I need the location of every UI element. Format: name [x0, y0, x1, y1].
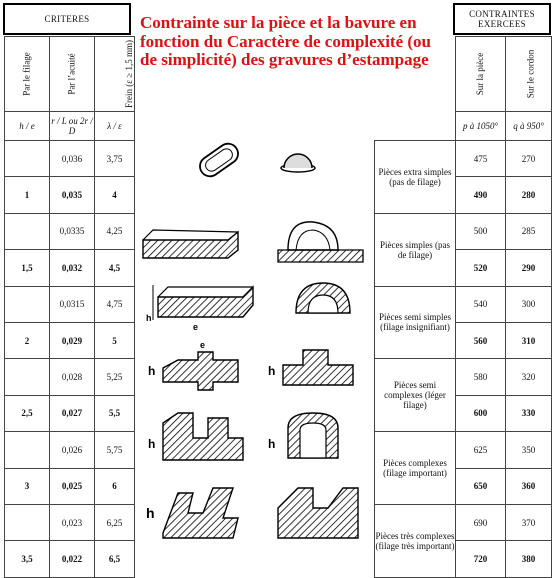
cell-piece: 625 [456, 432, 506, 468]
cell-frein: 3,75 [95, 141, 135, 177]
cell-filage [5, 141, 50, 177]
cell-piece: 520 [456, 250, 506, 286]
very-complex-drawing [146, 488, 358, 538]
contraintes-header [453, 3, 551, 35]
label-h: h [148, 364, 156, 378]
cell-filage: 3,5 [5, 541, 50, 577]
category-label: Pièces semi simples (filage insignifiant) [375, 286, 456, 359]
semi-complex-drawing [148, 340, 353, 390]
criteres-label: CRITERES [44, 14, 90, 24]
category-label: Pièces très complexes (filage très important) [375, 504, 456, 577]
label-h: h [146, 505, 155, 521]
sub-piece: p à 1050° [456, 112, 506, 141]
cell-cordon: 330 [506, 395, 552, 431]
cell-acuite: 0,028 [50, 359, 95, 395]
cell-filage: 3 [5, 468, 50, 504]
contraintes-label: CONTRAINTES EXERCEES [469, 9, 535, 29]
cell-filage: 1 [5, 177, 50, 213]
cell-cordon: 310 [506, 322, 552, 358]
sub-frein: λ / ε [95, 112, 135, 141]
cell-cordon: 280 [506, 177, 552, 213]
semi-simple-drawing [146, 283, 350, 332]
cell-acuite: 0,0315 [50, 286, 95, 322]
cell-filage [5, 432, 50, 468]
label-e: e [200, 340, 206, 350]
label-h: h [146, 313, 152, 323]
cell-acuite: 0,035 [50, 177, 95, 213]
cell-acuite: 0,027 [50, 395, 95, 431]
cell-frein: 4 [95, 177, 135, 213]
cell-acuite: 0,023 [50, 504, 95, 540]
cell-filage: 2,5 [5, 395, 50, 431]
cell-cordon: 360 [506, 468, 552, 504]
label-h: h [268, 364, 276, 378]
cell-piece: 650 [456, 468, 506, 504]
cell-acuite: 0,0335 [50, 213, 95, 249]
cell-piece: 720 [456, 541, 506, 577]
cell-cordon: 300 [506, 286, 552, 322]
cell-piece: 500 [456, 213, 506, 249]
forging-drawings [138, 140, 376, 548]
cell-piece: 540 [456, 286, 506, 322]
col-cordon: Sur le cordon [506, 37, 552, 112]
label-h: h [148, 437, 156, 451]
cell-cordon: 285 [506, 213, 552, 249]
cell-acuite: 0,025 [50, 468, 95, 504]
category-label: Pièces extra simples (pas de filage) [375, 141, 456, 214]
sub-filage: h / e [5, 112, 50, 141]
cell-piece: 690 [456, 504, 506, 540]
cell-frein: 5 [95, 322, 135, 358]
cell-piece: 580 [456, 359, 506, 395]
cell-cordon: 380 [506, 541, 552, 577]
cell-cordon: 290 [506, 250, 552, 286]
cell-frein: 6,5 [95, 541, 135, 577]
label-h: h [268, 437, 276, 451]
cell-piece: 560 [456, 322, 506, 358]
cell-cordon: 370 [506, 504, 552, 540]
cell-acuite: 0,029 [50, 322, 95, 358]
complex-drawing [148, 413, 338, 460]
cell-frein: 6,25 [95, 504, 135, 540]
cell-filage [5, 504, 50, 540]
cell-filage [5, 359, 50, 395]
cell-piece: 600 [456, 395, 506, 431]
col-piece: Sur la pièce [456, 37, 506, 112]
cell-cordon: 350 [506, 432, 552, 468]
extra-simple-drawing [196, 140, 315, 180]
cell-acuite: 0,036 [50, 141, 95, 177]
cell-frein: 5,25 [95, 359, 135, 395]
label-e: e [193, 322, 199, 332]
col-filage: Par le filage [5, 37, 50, 112]
cell-filage: 1,5 [5, 250, 50, 286]
col-frein: Frein (ε ≥ 1,5 mm) [95, 37, 135, 112]
cell-filage [5, 286, 50, 322]
column-header-row [5, 37, 552, 112]
category-label: Pièces simples (pas de filage) [375, 213, 456, 286]
col-acuite: Par l’acuité [50, 37, 95, 112]
sub-cordon: q à 950° [506, 112, 552, 141]
criteres-header [3, 3, 131, 35]
cell-cordon: 270 [506, 141, 552, 177]
cell-filage: 2 [5, 322, 50, 358]
cell-frein: 4,5 [95, 250, 135, 286]
cell-piece: 490 [456, 177, 506, 213]
category-label: Pièces complexes (filage important) [375, 432, 456, 505]
sub-acuite: r / L ou 2r / D [50, 112, 95, 141]
category-label: Pièces semi complexes (léger filage) [375, 359, 456, 432]
cell-frein: 5,5 [95, 395, 135, 431]
simple-drawing [143, 222, 363, 262]
cell-piece: 475 [456, 141, 506, 177]
cell-frein: 5,75 [95, 432, 135, 468]
cell-frein: 4,75 [95, 286, 135, 322]
cell-acuite: 0,032 [50, 250, 95, 286]
cell-filage [5, 213, 50, 249]
cell-frein: 4,25 [95, 213, 135, 249]
cell-frein: 6 [95, 468, 135, 504]
cell-acuite: 0,026 [50, 432, 95, 468]
page-title: Contrainte sur la pièce et la bavure en fonction du Caractère de complexité (ou de simplicité) des gravures d’estampage [140, 13, 431, 69]
cell-acuite: 0,022 [50, 541, 95, 577]
cell-cordon: 320 [506, 359, 552, 395]
subheader-row [5, 112, 552, 141]
